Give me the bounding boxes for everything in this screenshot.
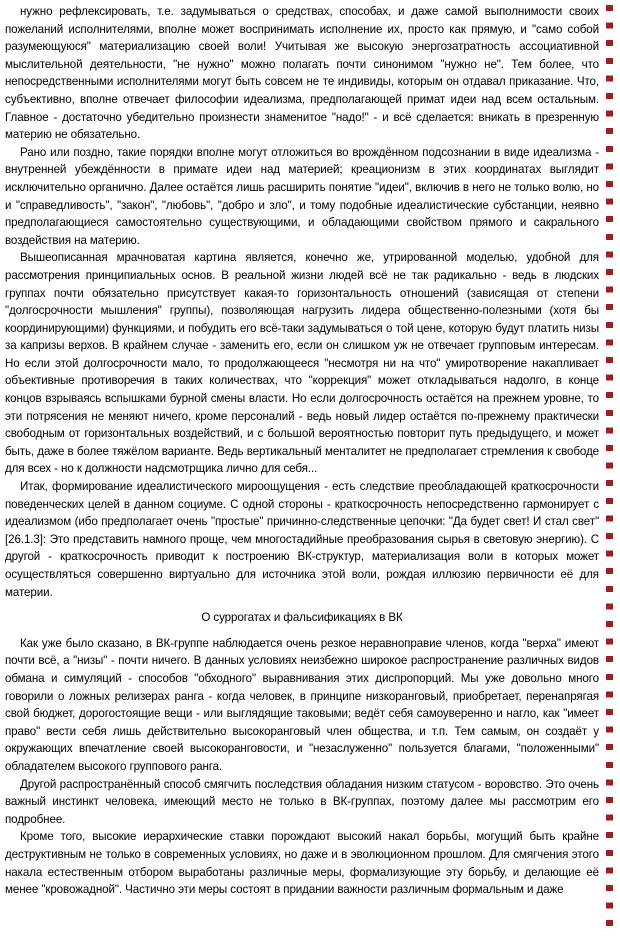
text-flow — [5, 3, 599, 899]
paragraph: Как уже было сказано, в ВК-группе наблюдается очень резкое неравноправие членов, когда "верха" имеют почти всё, а "низы" - почти ничего. В данных условиях неизбежно широкое распространение различных видов обмана и симуляций - способов "обходного" выравнивания этих диспропорций. Мы уже довольно много говорили о ложных релизерах ранга - когда человек, в принципе низкоранговый, приобретает, перенапрягая свой бюджет, дорогостоящие вещи - или выглядящие таковыми; ведёт себя самоуверенно и нагло, как "имеет право" вести себя лишь действительно высокоранговый член общества, и т.п. Тем самым, он создаёт у окружающих впечатление своей высокоранговости, и "незаслуженно" пользуется благами, "положенными" обладателем высокого группового ранга. — [5, 636, 599, 773]
section-heading: О суррогатах и фальсификациях в ВК — [201, 611, 403, 625]
paragraph: Кроме того, высокие иерархические ставки порождают высокий накал борьбы, могущий быть крайне деструктивным не только в современных условиях, но даже и в эволюционном прошлом. Для смягчения этого накала естественным отбором выработаны различные меры, формализующие эту борьбу, и делающие её менее "кровожадной". Частично эти меры состоят в придании важности различным формальным и даже — [5, 830, 599, 897]
paragraph: нужно рефлексировать, т.е. задумываться о средствах, способах, и даже самой выполнимости своих пожеланий исполнителями, вполне может воспринимать исполнение их, просто как прямую, и "само собой разумеющуюся" материализацию своей воли! Учитывая же высокую энергозатратность ассоциативной мыслительной деятельности, "не нужно" можно полагать почти синонимом "нужно не". Тем более, что непосредственными исполнителями могут быть совсем не те индивиды, которым он отдавал приказание. Что, субъективно, вполне отвечает философии идеализма, предполагающей примат идеи над всем остальным. Главное - достаточно убедительно произнести знаменитое "надо!" - и всё сделается: вникать в презренную материю не обязательно. — [5, 5, 599, 142]
paragraph: Вышеописанная мрачноватая картина является, конечно же, утрированной моделью, удобной для рассмотрения принципиальных основ. В реальной жизни людей всё не так радикально - ведь в людских группах почти обязательно присутствует какая-то горизонтальность отношений (зависящая от степени "долгосрочности мышления" группы), позволяющая нагрузить лидера общественно-полезными (хотя бы координирующими) функциями, и побудить его всё-таки задумываться о той цене, которую будут платить низы за капризы верхов. В крайнем случае - заменить его, если он слишком уж не отвечает групповым интересам. Но если этой долгосрочности мало, то продолжающееся "несмотря ни на что" умиротворение накапливает объективные противоречия в таких количествах, что "коррекция" может откладываться надолго, в конце концов взрываясь вспышками бурной смены власти. Но если долгосрочность остаётся на прежнем уровне, то эти потрясения не меняют ничего, кроме персоналий - ведь новый лидер остаётся по-прежнему практически свободным от горизонтальных воздействий, и с большой вероятностью повторит путь предыдущего, и может быть, даже в более тяжёлом варианте. Ведь вертикальный менталитет не предполагает стремления к свободе для всех - но к должности надсмотрщика лично для себя... — [5, 251, 599, 476]
paragraph: Рано или поздно, такие порядки вполне могут отложиться во врождённом подсознании в виде идеализма - внутренней убеждённости в примате идеи над материей; креационизм в этих координатах выглядит исключительно органично. Далее остаётся лишь расширить понятие "идеи", включив в него не только волю, но и "справедливость", "закон", "любовь", "добро и зло", и тому подобные идеалистические субстанции, неявно предполагающиеся самостоятельно существующими, и обладающими свойством прямого и сакрального воздействия на материю. — [5, 145, 599, 247]
line-end-marker-strip — [606, 5, 613, 930]
paragraph: Другой распространённый способ смягчить последствия обладания низким статусом - воровство. Это очень важный инстинкт человека, имеющий место не только в ВК-группах, поэтому далее мы рассмотрим его подробнее. — [5, 777, 599, 826]
paragraph: Итак, формирование идеалистического мироощущения - есть следствие преобладающей краткосрочности поведенческих целей в данном социуме. С одной стороны - краткосрочность непосредственно гармонирует с идеализмом (ибо предполагает очень "простые" причинно-следственные цепочки: "Да будет свет! И стал свет" [26.1.3]: Это представить намного проще, чем многостадийные преобразования сырья в световую энергию). С другой - краткосрочность приводит к построению ВК-структур, материализация воли в которых может осуществляться совершенно виртуально для источника этой воли, рождая иллюзию первичности её для материи. — [5, 480, 599, 599]
